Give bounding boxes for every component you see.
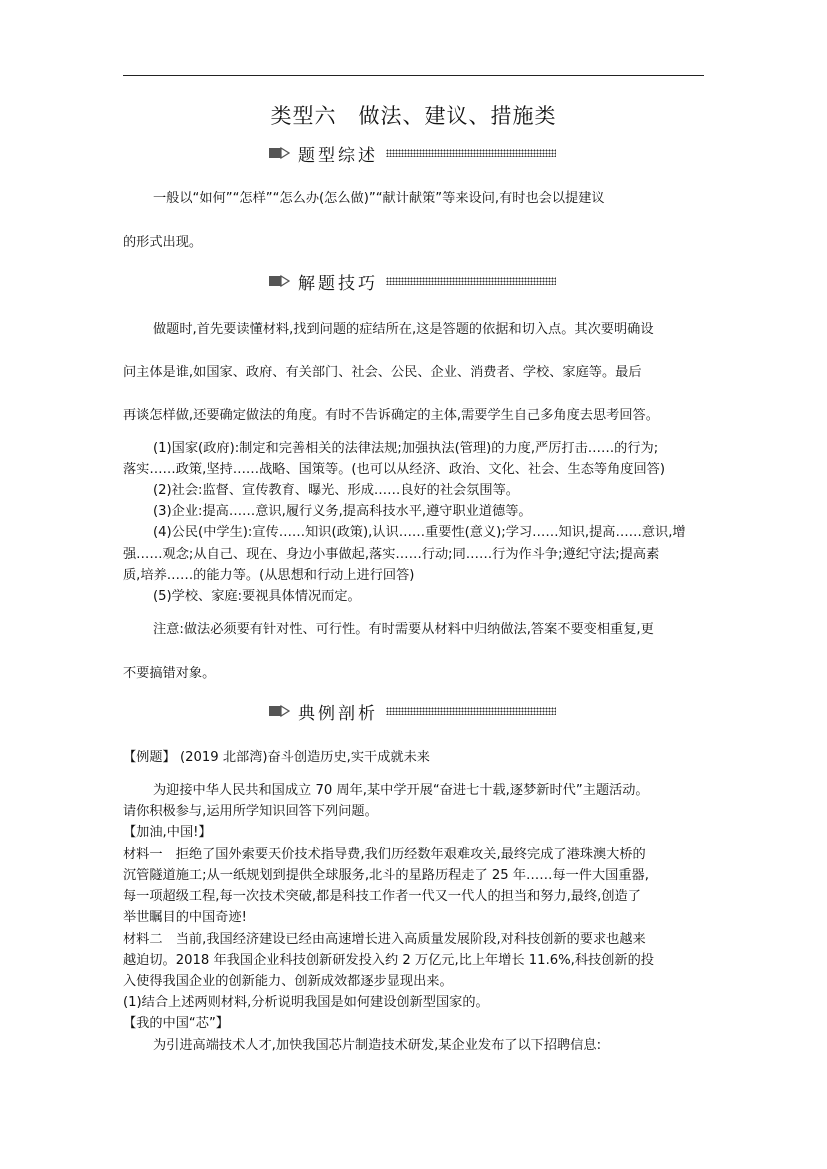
point-line: 质,培养……的能力等。(从思想和行动上进行回答)	[123, 568, 415, 583]
material-line: 材料一 拒绝了国外索要天价技术指导费,我们历经数年艰难攻关,最终完成了港珠澳大桥的	[123, 847, 646, 862]
material-line: 材料二 当前,我国经济建设已经由高速增长进入高质量发展阶段,对科技创新的要求也越来	[123, 932, 646, 947]
material-line: 举世瞩目的中国奇迹!	[123, 910, 247, 925]
intro-line: 为迎接中华人民共和国成立 70 周年,某中学开展“奋进七十载,逐梦新时代”主题活动。	[153, 783, 649, 798]
section-title: 解题技巧	[298, 273, 378, 294]
note-line: 注意:做法必须要有针对性、可行性。有时需要从材料中归纳做法,答案不要变相重复,更	[153, 622, 654, 637]
dotted-divider	[386, 149, 556, 157]
paragraph-line: 问主体是谁,如国家、政府、有关部门、社会、公民、企业、消费者、学校、家庭等。最后	[123, 365, 642, 380]
paragraph-line: 的形式出现。	[123, 235, 203, 250]
point-line: (3)企业:提高……意识,履行义务,提高科技水平,遵守职业道德等。	[153, 504, 532, 519]
section-title: 典例剖析	[298, 703, 378, 724]
dotted-divider	[386, 277, 556, 285]
section-header-examples	[268, 700, 556, 722]
material-line: 越迫切。2018 年我国企业科技创新研发投入约 2 万亿元,比上年增长 11.6%,科技创新的投	[123, 953, 654, 968]
material-line: 沉管隧道施工;从一纸规划到提供全球服务,北斗的星路历程走了 25 年……每一件大国重器,	[123, 868, 649, 883]
intro-line: 请你积极参与,运用所学知识回答下列问题。	[123, 804, 378, 819]
section-header-overview	[268, 142, 556, 164]
point-line: (2)社会:监督、宣传教育、曝光、形成……良好的社会氛围等。	[153, 483, 519, 498]
dotted-divider	[386, 707, 556, 715]
block-title: 【加油,中国!】	[123, 825, 212, 840]
block-title: 【我的中国“芯”】	[123, 1016, 229, 1031]
note-line: 不要搞错对象。	[123, 666, 216, 681]
example-heading	[123, 746, 704, 765]
section-header-tips	[268, 270, 556, 292]
paragraph-line: 做题时,首先要读懂材料,找到问题的症结所在,这是答题的依据和切入点。其次要明确设	[153, 322, 654, 337]
example-label: 【例题】	[123, 750, 176, 765]
section-marker-icon	[268, 274, 290, 288]
section-title: 题型综述	[298, 145, 378, 166]
material-line: 入使得我国企业的创新能力、创新成效都逐步显现出来。	[123, 974, 453, 989]
section-marker-icon	[268, 704, 290, 718]
point-line: (5)学校、家庭:要视具体情况而定。	[153, 589, 361, 604]
header-rule	[123, 75, 704, 76]
section-marker-icon	[268, 146, 290, 160]
point-line: 强……观念;从自己、现在、身边小事做起,落实……行动;同……行为作斗争;遵纪守法;提高素	[123, 547, 660, 562]
block-text: 为引进高端技术人才,加快我国芯片制造技术研发,某企业发布了以下招聘信息:	[153, 1038, 602, 1053]
paragraph-line: 再谈怎样做,还要确定做法的角度。有时不告诉确定的主体,需要学生自己多角度去思考回答。	[123, 408, 659, 423]
material-line: 每一项超级工程,每一次技术突破,都是科技工作者一代又一代人的担当和努力,最终,创造了	[123, 889, 641, 904]
page-title: 类型六 做法、建议、措施类	[270, 104, 557, 128]
example-title: (2019 北部湾)奋斗创造历史,实干成就未来	[175, 750, 430, 765]
point-line: (4)公民(中学生):宣传……知识(政策),认识……重要性(意义);学习……知识,提高……意识,增	[153, 525, 686, 540]
paragraph-line: 一般以“如何”“怎样”“怎么办(怎么做)”“献计献策”等来设问,有时也会以提建议	[153, 191, 605, 206]
point-line: 落实……政策,坚持……战略、国策等。(也可以从经济、政治、文化、社会、生态等角度回答)	[123, 462, 665, 477]
point-line: (1)国家(政府):制定和完善相关的法律法规;加强执法(管理)的力度,严厉打击……的行为;	[153, 441, 659, 456]
question-line: (1)结合上述两则材料,分析说明我国是如何建设创新型国家的。	[123, 995, 489, 1010]
